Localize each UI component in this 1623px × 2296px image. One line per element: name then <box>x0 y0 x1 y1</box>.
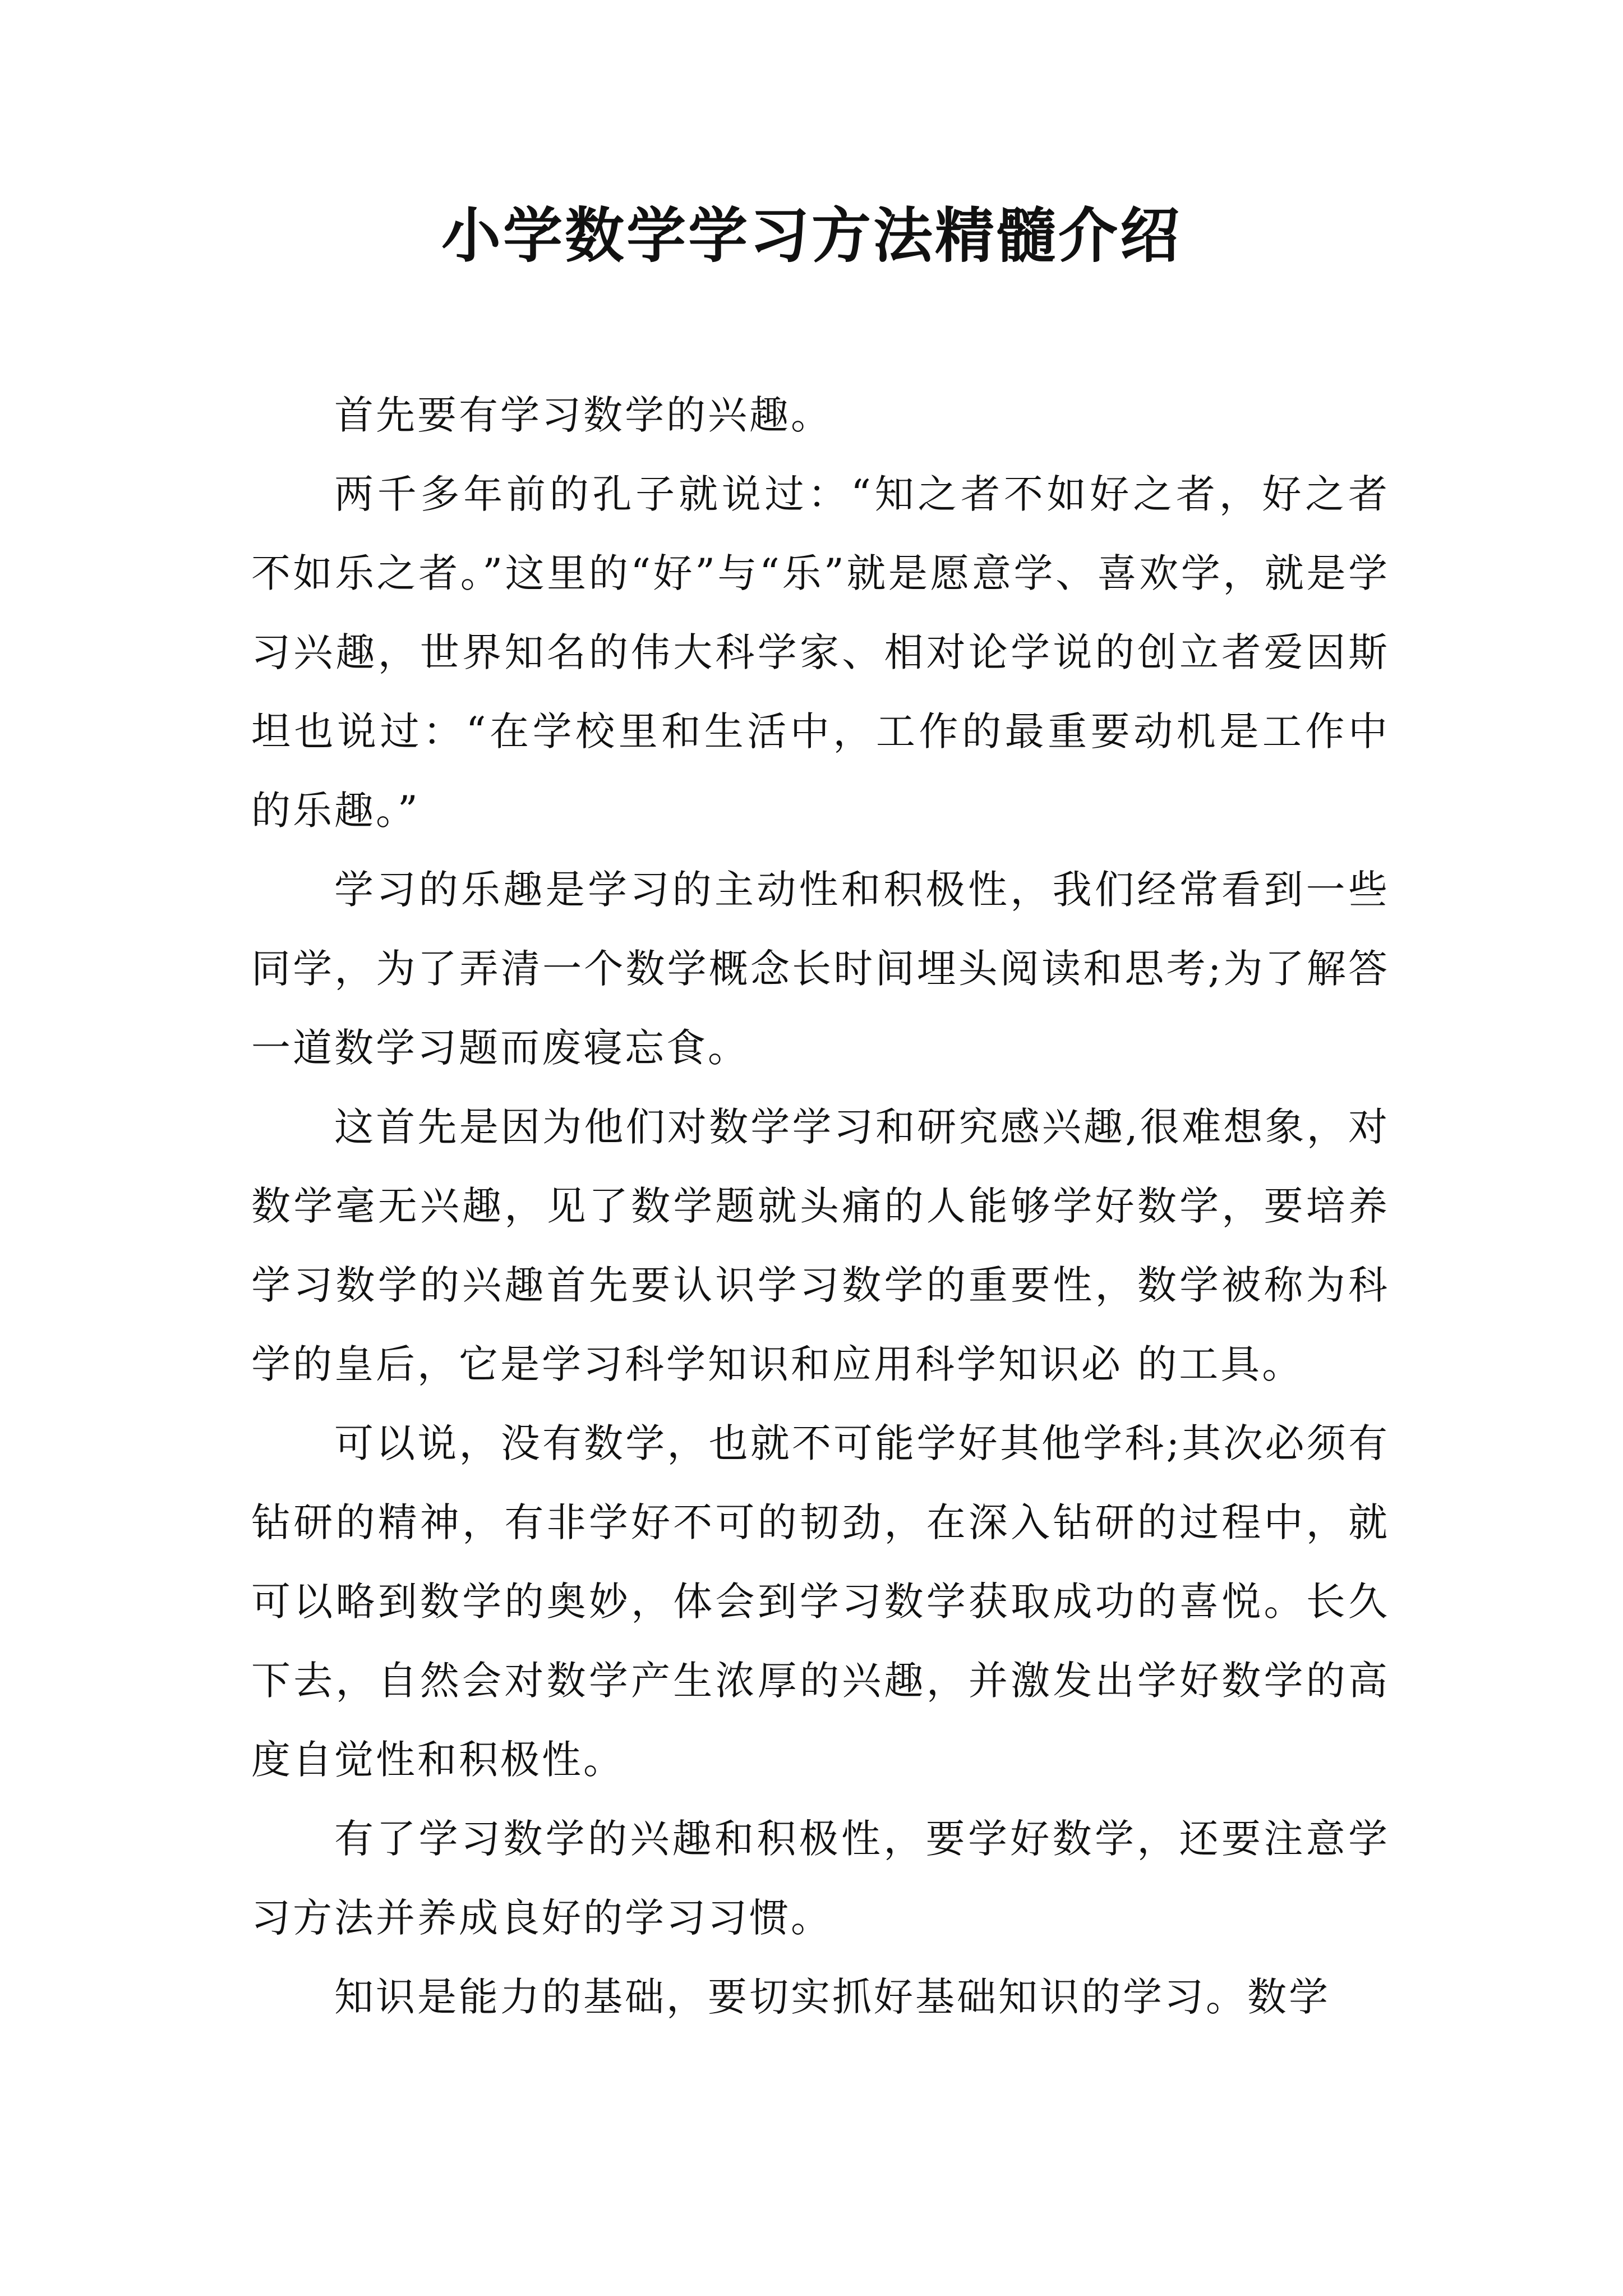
paragraph: 有了学习数学的兴趣和积极性，要学好数学，还要注意学习方法并养成良好的学习习惯。 <box>251 1816 1390 1941</box>
paragraph: 知识是能力的基础，要切实抓好基础知识的学习。数学 <box>334 1974 1330 2020</box>
paragraph: 首先要有学习数学的兴趣。 <box>334 392 832 438</box>
paragraph: 学习的乐趣是学习的主动性和积极性，我们经常看到一些同学，为了弄清一个数学概念长时间埋头阅读和思考;为了解答一道数学习题而废寝忘食。 <box>251 867 1390 1071</box>
paragraph: 两千多年前的孔子就说过：“知之者不如好之者，好之者不如乐之者。”这里的“好”与“乐”就是愿意学、喜欢学，就是学习兴趣，世界知名的伟大科学家、相对论学说的创立者爱因斯坦也说过：“在学校里和生活中，工作的最重要动机是工作中的乐趣。” <box>251 471 1390 834</box>
document-title: 小学数学学习方法精髓介绍 <box>441 200 1182 270</box>
paragraph: 这首先是因为他们对数学学习和研究感兴趣,很难想象，对数学毫无兴趣，见了数学题就头痛的人能够学好数学，要培养学习数学的兴趣首先要认识学习数学的重要性，数学被称为科学的皇后，它是学习科学知识和应用科学知识必 的工具。 <box>251 1104 1390 1387</box>
paragraph: 可以说，没有数学，也就不可能学好其他学科;其次必须有钻研的精神，有非学好不可的韧劲，在深入钻研的过程中，就可以略到数学的奥妙，体会到学习数学获取成功的喜悦。长久下去，自然会对数学产生浓厚的兴趣，并激发出学好数学的高度自觉性和积极性。 <box>251 1420 1390 1783</box>
document-body <box>251 376 1390 2037</box>
